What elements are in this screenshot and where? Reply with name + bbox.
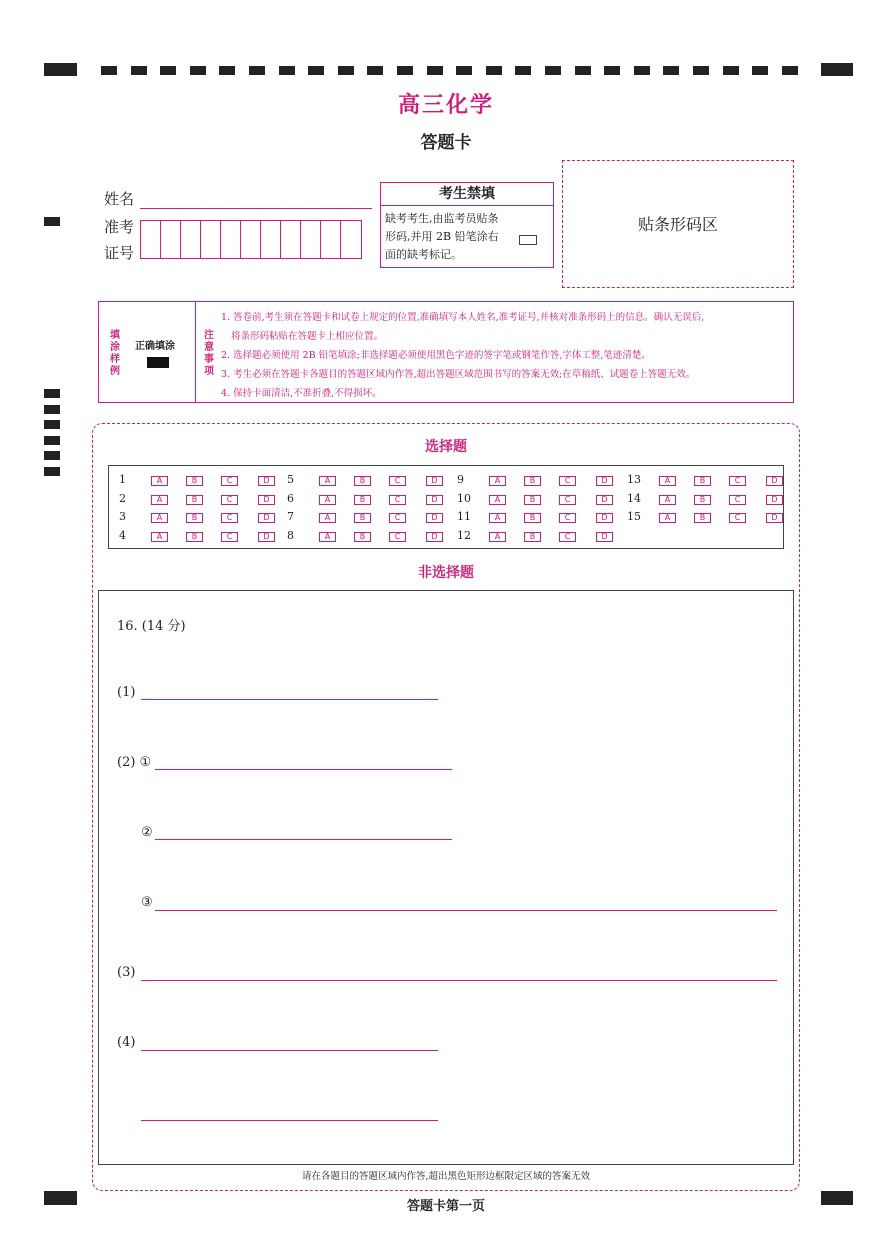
question-number: 14 [627,491,641,505]
timing-dash [456,66,472,75]
timing-dash [397,66,413,75]
absent-box-text: 缺考考生,由监考员贴条形码,并用 2B 铅笔涂右面的缺考标记。 [385,212,499,261]
q16-part2b-line[interactable] [155,839,452,840]
id-label-1: 准考 [104,218,135,236]
option-bubble-c[interactable]: C [389,513,406,523]
id-digit-cell[interactable] [181,221,201,258]
option-bubble-c[interactable]: C [221,513,238,523]
question-number: 1 [119,473,126,486]
question-number: 6 [287,491,294,505]
q16-part4-line[interactable] [141,1050,438,1051]
option-bubble-d[interactable]: D [426,532,443,542]
id-digit-cell[interactable] [221,221,241,258]
option-bubble-b[interactable]: B [694,495,711,505]
option-bubble-a[interactable]: A [489,476,506,486]
timing-dash [663,66,679,75]
timing-dash [693,66,709,75]
question-number: 11 [457,510,471,523]
option-bubble-c[interactable]: C [559,513,576,523]
notice-box [98,301,794,403]
option-bubble-d[interactable]: D [596,476,613,486]
page-title: 高三化学 [397,93,494,118]
question-number: 9 [457,473,464,486]
option-bubble-b[interactable]: B [354,476,371,486]
option-bubble-a[interactable]: A [489,532,506,542]
option-bubble-d[interactable]: D [426,495,443,505]
timing-dash [249,66,265,75]
timing-dash [486,66,502,75]
option-bubble-b[interactable]: B [524,513,541,523]
option-bubble-b[interactable]: B [186,532,203,542]
question-number: 15 [627,510,641,523]
page-subtitle: 答题卡 [420,133,472,153]
option-bubble-a[interactable]: A [659,513,676,523]
option-bubble-c[interactable]: C [389,495,406,505]
q16-answer-box [98,590,794,1165]
q16-part1-label: (1) [117,685,136,700]
option-bubble-a[interactable]: A [659,476,676,486]
option-bubble-d[interactable]: D [258,513,275,523]
option-bubble-a[interactable]: A [151,495,168,505]
side-mark [44,405,60,414]
side-mark [44,217,60,226]
id-digit-cell[interactable] [161,221,181,258]
option-bubble-a[interactable]: A [319,532,336,542]
timing-dash [101,66,117,75]
option-bubble-b[interactable]: B [354,495,371,505]
id-digit-cell[interactable] [241,221,261,258]
timing-dash [190,66,206,75]
option-bubble-b[interactable]: B [694,513,711,523]
q16-part3-label: (3) [117,965,136,980]
q16-part2c-label: ③ [141,895,153,910]
timing-dash [575,66,591,75]
side-mark [44,436,60,445]
option-bubble-b[interactable]: B [186,476,203,486]
option-bubble-b[interactable]: B [694,476,711,486]
timing-dash [782,66,798,75]
timing-mark-top-right [821,63,853,76]
notice-item: 4. 保持卡面清洁,不准折叠,不得损坏。 [221,388,382,399]
name-field[interactable] [140,208,372,209]
option-bubble-d[interactable]: D [766,513,783,523]
option-bubble-b[interactable]: B [524,532,541,542]
timing-mark-bottom-left [44,1191,77,1205]
question-number: 5 [287,473,294,486]
option-bubble-d[interactable]: D [596,495,613,505]
option-bubble-c[interactable]: C [221,495,238,505]
footer-note: 请在各题目的答题区域内作答,超出黑色矩形边框限定区域的答案无效 [301,1171,591,1182]
option-bubble-a[interactable]: A [151,532,168,542]
timing-dash [308,66,324,75]
choice-grid [108,465,784,549]
correct-fill-label: 正确填涂 [135,341,175,352]
option-bubble-c[interactable]: C [729,476,746,486]
question-number: 13 [627,473,641,486]
option-bubble-c[interactable]: C [221,532,238,542]
option-bubble-b[interactable]: B [186,513,203,523]
timing-dash [338,66,354,75]
notice-item: 3. 考生必须在答题卡各题目的答题区域内作答,超出答题区域范围书写的答案无效;在草稿纸、试题卷上答题无效。 [221,369,696,380]
nonchoice-section-title: 非选择题 [418,565,474,581]
timing-mark-bottom-right [821,1191,853,1205]
notice-item: 2. 选择题必须使用 2B 铅笔填涂;非选择题必须使用黑色字迹的签字笔或钢笔作答,字体工整,笔迹清楚。 [221,350,651,361]
option-bubble-a[interactable]: A [659,495,676,505]
option-bubble-c[interactable]: C [559,532,576,542]
question-number: 2 [119,491,126,505]
timing-dash [279,66,295,75]
q16-part2-label: (2) ① [117,755,152,770]
option-bubble-d[interactable]: D [596,532,613,542]
question-number: 12 [457,528,471,542]
option-bubble-c[interactable]: C [389,532,406,542]
option-bubble-c[interactable]: C [559,495,576,505]
id-digit-cell[interactable] [301,221,321,258]
side-mark [44,420,60,429]
fill-example-panel [99,302,196,402]
side-mark [44,467,60,476]
timing-dash [427,66,443,75]
q16-header: 16. (14 分) [117,619,186,634]
option-bubble-b[interactable]: B [354,513,371,523]
notice-item: 1. 答卷前,考生须在答题卡和试卷上规定的位置,准确填写本人姓名,准考证号,并核对准条形码上的信息。确认无误后, [221,312,705,323]
question-number: 10 [457,491,471,505]
side-mark [44,389,60,398]
id-digit-cell[interactable] [321,221,341,258]
id-digit-cell[interactable] [201,221,221,258]
question-number: 4 [119,528,126,542]
option-bubble-c[interactable]: C [729,513,746,523]
option-bubble-d[interactable]: D [766,476,783,486]
notes-label: 注意事项 [204,330,214,377]
timing-dash [367,66,383,75]
option-bubble-a[interactable]: A [319,513,336,523]
page-label: 答题卡第一页 [406,1199,485,1214]
option-bubble-c[interactable]: C [729,495,746,505]
question-number: 8 [287,528,294,542]
q16-part3-line[interactable] [141,980,777,981]
notice-item: 将条形码粘贴在答题卡上相应位置。 [231,331,384,342]
option-bubble-d[interactable]: D [426,476,443,486]
timing-dash [604,66,620,75]
q16-part2-line[interactable] [155,769,452,770]
notice-items [221,308,791,403]
question-number: 7 [287,510,294,523]
side-mark [44,451,60,460]
option-bubble-d[interactable]: D [766,495,783,505]
correct-fill-sample [147,357,169,368]
question-number: 3 [119,510,126,523]
q16-part2b-label: ② [141,825,153,840]
option-bubble-a[interactable]: A [319,495,336,505]
option-bubble-d[interactable]: D [258,476,275,486]
timing-dash [515,66,531,75]
absent-box-title: 考生禁填 [381,183,553,206]
barcode-area: 贴条形码区 [562,160,794,288]
option-bubble-a[interactable]: A [489,513,506,523]
id-digit-cell[interactable] [141,221,161,258]
option-bubble-b[interactable]: B [524,495,541,505]
timing-dash [160,66,176,75]
timing-dash [545,66,561,75]
option-bubble-d[interactable]: D [258,532,275,542]
option-bubble-a[interactable]: A [151,513,168,523]
timing-mark-top-left [44,63,77,76]
id-label-2: 证号 [104,244,135,262]
option-bubble-d[interactable]: D [596,513,613,523]
q16-part4-line-2[interactable] [141,1120,438,1121]
option-bubble-c[interactable]: C [221,476,238,486]
timing-dash [219,66,235,75]
option-bubble-a[interactable]: A [489,495,506,505]
timing-dash [634,66,650,75]
q16-part1-line[interactable] [141,699,438,700]
q16-part4-label: (4) [117,1035,136,1050]
id-number-grid[interactable] [140,220,362,259]
choice-section-title: 选择题 [425,439,467,455]
timing-dash [131,66,147,75]
id-digit-cell[interactable] [281,221,301,258]
option-bubble-b[interactable]: B [524,476,541,486]
option-bubble-a[interactable]: A [319,476,336,486]
fill-example-label: 填涂样例 [110,330,120,377]
option-bubble-b[interactable]: B [186,495,203,505]
id-digit-cell[interactable] [261,221,281,258]
id-digit-cell[interactable] [341,221,361,258]
option-bubble-d[interactable]: D [426,513,443,523]
name-label: 姓名 [104,190,135,208]
timing-dash [752,66,768,75]
timing-dash [723,66,739,75]
option-bubble-b[interactable]: B [354,532,371,542]
option-bubble-c[interactable]: C [559,476,576,486]
absent-mark[interactable] [519,235,537,245]
absent-box [380,182,554,268]
q16-part2c-line[interactable] [155,910,777,911]
option-bubble-c[interactable]: C [389,476,406,486]
option-bubble-a[interactable]: A [151,476,168,486]
option-bubble-d[interactable]: D [258,495,275,505]
